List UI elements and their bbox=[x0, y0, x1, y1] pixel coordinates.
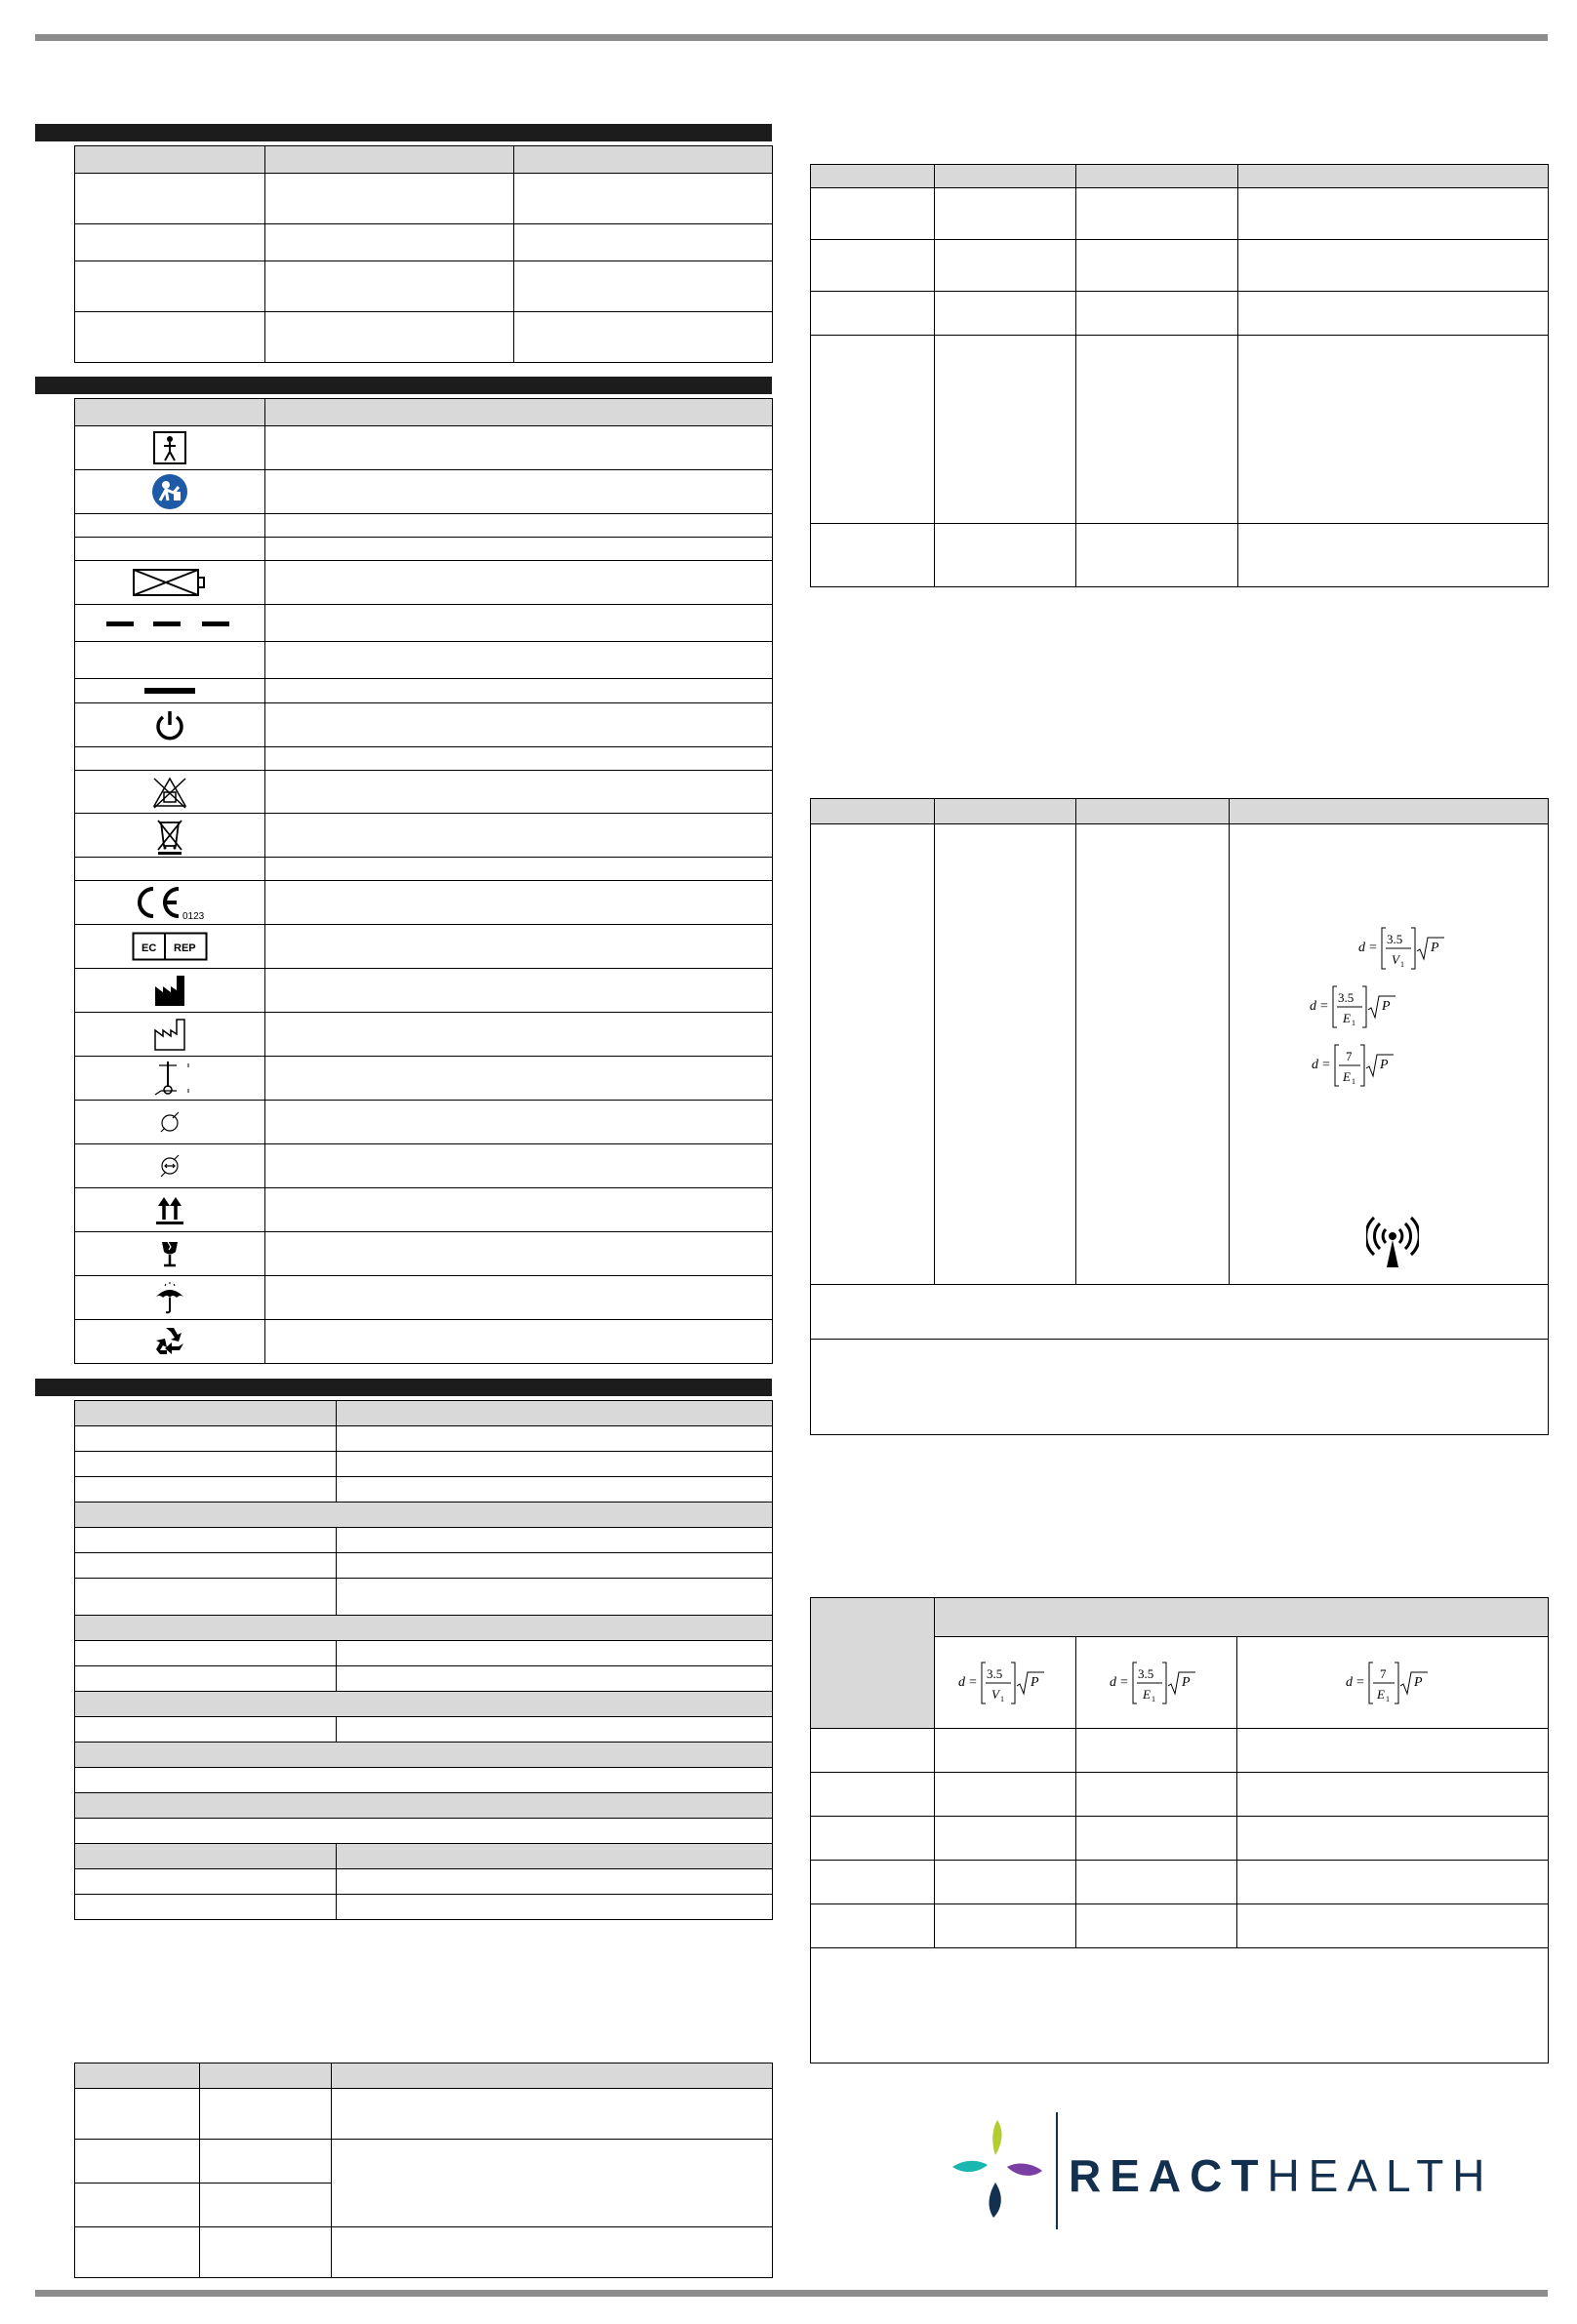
table-header-row bbox=[75, 146, 773, 174]
eq-var-v: V bbox=[1392, 952, 1399, 967]
table-row bbox=[75, 470, 773, 514]
eq-coef: 3.5 bbox=[1138, 1665, 1154, 1681]
table-row bbox=[811, 1861, 1549, 1904]
table-row bbox=[811, 1340, 1549, 1435]
table-subheader-row bbox=[75, 1793, 773, 1819]
eq-var-p: P bbox=[1031, 1674, 1039, 1690]
symbols-table bbox=[74, 398, 773, 1364]
table-row bbox=[75, 261, 773, 312]
equation-svg bbox=[1108, 1657, 1205, 1709]
table-subheader-row bbox=[75, 1616, 773, 1641]
eq-var-v: V bbox=[991, 1686, 999, 1702]
svg-text:=: = bbox=[1356, 1674, 1364, 1690]
eq-coef: 7 bbox=[1380, 1665, 1387, 1681]
petal-left-icon bbox=[952, 2161, 988, 2172]
battery-icon bbox=[131, 567, 209, 598]
eq-coef: 7 bbox=[1346, 1049, 1353, 1063]
table-row bbox=[75, 1101, 773, 1144]
table-row bbox=[75, 969, 773, 1013]
specifications-table bbox=[74, 1400, 773, 1920]
section-header-3 bbox=[35, 1379, 772, 1396]
rep-label: REP bbox=[174, 942, 196, 954]
svg-text:=: = bbox=[1369, 941, 1377, 955]
logo-mark-icon bbox=[947, 2112, 1064, 2239]
table-row bbox=[75, 538, 773, 561]
table-row bbox=[811, 1948, 1549, 2064]
eq-var-d: d bbox=[1312, 1058, 1318, 1072]
table-row bbox=[811, 524, 1549, 587]
ec-label: EC bbox=[142, 942, 157, 954]
table-row bbox=[811, 824, 1549, 1285]
section-header-1 bbox=[35, 124, 772, 141]
emc-table-1 bbox=[74, 2063, 773, 2278]
eq-var-p: P bbox=[1382, 999, 1391, 1014]
table-row bbox=[75, 858, 773, 881]
eq-var-p: P bbox=[1414, 1674, 1423, 1690]
equation-svg bbox=[1310, 1039, 1407, 1092]
recycle-icon bbox=[152, 1324, 187, 1359]
petal-right-icon bbox=[1007, 2164, 1042, 2176]
date-of-manufacture-icon bbox=[152, 1017, 187, 1052]
manufacturer-icon bbox=[152, 973, 187, 1008]
brand-name-light: HEALTH bbox=[1267, 2150, 1494, 2201]
react-health-wordmark bbox=[1069, 2149, 1494, 2202]
table-row bbox=[75, 312, 773, 363]
table-row bbox=[811, 1729, 1549, 1773]
table-row bbox=[75, 1717, 773, 1743]
ec-rep-icon bbox=[132, 932, 208, 961]
equation-svg bbox=[1308, 981, 1405, 1033]
eq-sub: 1 bbox=[1352, 1077, 1355, 1086]
table-row bbox=[75, 1553, 773, 1579]
formula-d-e1-b bbox=[1310, 1039, 1407, 1097]
table-row bbox=[811, 1817, 1549, 1861]
ce-number: 0123 bbox=[182, 911, 205, 922]
table-row bbox=[75, 2089, 773, 2140]
table-header-row bbox=[75, 1401, 773, 1426]
table-row bbox=[75, 642, 773, 679]
table-row bbox=[75, 561, 773, 605]
no-battery-disposal-icon bbox=[150, 775, 189, 810]
eq-sub: 1 bbox=[1152, 1694, 1155, 1703]
logo-divider bbox=[1056, 2112, 1058, 2229]
table-row bbox=[75, 1426, 773, 1452]
eq-var-d: d bbox=[1110, 1674, 1116, 1690]
eq-sub: 1 bbox=[1400, 960, 1404, 969]
table-row bbox=[75, 925, 773, 969]
table-header-row bbox=[75, 2064, 773, 2089]
eq-var-e: E bbox=[1377, 1686, 1385, 1702]
table-row bbox=[75, 605, 773, 642]
table-row bbox=[811, 1285, 1549, 1340]
table-row bbox=[75, 426, 773, 470]
keep-dry-icon bbox=[152, 1280, 187, 1315]
table-row bbox=[75, 1819, 773, 1844]
eq-coef: 3.5 bbox=[1338, 990, 1355, 1005]
fragile-icon bbox=[158, 1239, 182, 1268]
table-row bbox=[75, 881, 773, 925]
power-icon bbox=[153, 708, 186, 741]
eq-var-d: d bbox=[1358, 941, 1365, 955]
table-row bbox=[75, 514, 773, 538]
eq-var-d: d bbox=[1346, 1674, 1353, 1690]
this-way-up-icon bbox=[154, 1194, 185, 1225]
eq-sub: 1 bbox=[1386, 1694, 1390, 1703]
formula-d-e1-a bbox=[1308, 981, 1405, 1038]
section-header-2 bbox=[35, 377, 772, 394]
table-row bbox=[75, 174, 773, 224]
ce-mark-icon bbox=[126, 883, 214, 922]
table-row bbox=[75, 1188, 773, 1232]
table-row bbox=[811, 336, 1549, 524]
brand-name-bold: REACT bbox=[1069, 2150, 1268, 2201]
table-row bbox=[75, 679, 773, 703]
table-subheader-row bbox=[75, 1743, 773, 1768]
eq-var-p: P bbox=[1182, 1674, 1191, 1690]
eq-coef: 3.5 bbox=[987, 1665, 1003, 1681]
table-row bbox=[75, 1666, 773, 1692]
eq-sub: 1 bbox=[1352, 1019, 1355, 1027]
equation-svg bbox=[1344, 1657, 1441, 1709]
table-row bbox=[75, 1477, 773, 1503]
dc-solid-line-icon bbox=[144, 687, 195, 695]
table-1 bbox=[74, 145, 773, 363]
eq-sub: 1 bbox=[1000, 1694, 1004, 1703]
non-ionizing-radiation-icon bbox=[1366, 1215, 1419, 1274]
table-row bbox=[811, 1904, 1549, 1948]
humidity-limit-icon bbox=[155, 1107, 184, 1137]
eq-var-d: d bbox=[958, 1674, 965, 1690]
table-header-row bbox=[75, 399, 773, 426]
table-row bbox=[75, 771, 773, 814]
table-row bbox=[75, 1013, 773, 1057]
follow-instructions-icon bbox=[151, 473, 188, 510]
table-subheader-row bbox=[75, 1844, 773, 1869]
equation-svg bbox=[1356, 922, 1454, 975]
eq-var-e: E bbox=[1343, 1069, 1351, 1084]
bottom-rule bbox=[35, 2290, 1548, 2297]
table-row bbox=[75, 2227, 773, 2278]
temperature-limit-icon bbox=[147, 1058, 192, 1099]
table-row bbox=[75, 224, 773, 261]
dc-dashed-icon bbox=[106, 619, 233, 628]
petal-bottom-icon bbox=[990, 2183, 1001, 2218]
applied-part-icon bbox=[152, 430, 187, 465]
eq-var-e: E bbox=[1343, 1011, 1351, 1025]
table-row bbox=[811, 1773, 1549, 1817]
formula-d-v1 bbox=[1356, 922, 1454, 980]
table-row bbox=[75, 1528, 773, 1553]
eq-coef: 3.5 bbox=[1387, 932, 1403, 946]
table-row bbox=[811, 188, 1549, 240]
table-row bbox=[75, 2140, 773, 2184]
table-row bbox=[811, 240, 1549, 292]
table-row bbox=[75, 1276, 773, 1320]
table-row bbox=[75, 1579, 773, 1616]
equation-svg bbox=[956, 1657, 1054, 1709]
emc-table-2 bbox=[810, 164, 1549, 587]
table-row bbox=[75, 1232, 773, 1276]
table-row bbox=[75, 747, 773, 771]
table-header-row bbox=[811, 799, 1549, 824]
table-row bbox=[811, 292, 1549, 336]
table-row bbox=[75, 1895, 773, 1920]
table-row bbox=[75, 1144, 773, 1188]
svg-text:=: = bbox=[1320, 999, 1328, 1014]
emc-table-3 bbox=[810, 798, 1549, 1435]
eq-var-e: E bbox=[1143, 1686, 1151, 1702]
table-header-row bbox=[811, 1598, 1549, 1637]
table-row bbox=[75, 1452, 773, 1477]
petal-top-icon bbox=[992, 2120, 1001, 2155]
table-header-row bbox=[811, 165, 1549, 188]
table-row bbox=[75, 1320, 773, 1364]
table-row bbox=[75, 703, 773, 747]
table-row bbox=[75, 1869, 773, 1895]
eq-var-p: P bbox=[1431, 941, 1439, 955]
svg-text:=: = bbox=[1322, 1058, 1330, 1072]
table-row bbox=[75, 1768, 773, 1793]
svg-text:=: = bbox=[1120, 1674, 1128, 1690]
weee-bin-icon bbox=[153, 815, 186, 856]
eq-var-p: P bbox=[1380, 1058, 1389, 1072]
table-subheader-row bbox=[75, 1503, 773, 1528]
top-rule bbox=[35, 34, 1548, 41]
table-row bbox=[75, 814, 773, 858]
svg-text:=: = bbox=[969, 1674, 977, 1690]
table-row bbox=[75, 1057, 773, 1101]
separation-distance-table bbox=[810, 1597, 1549, 2064]
pressure-limit-icon bbox=[155, 1151, 184, 1181]
table-subheader-row bbox=[75, 1692, 773, 1717]
table-row bbox=[75, 1641, 773, 1666]
eq-var-d: d bbox=[1310, 999, 1316, 1014]
